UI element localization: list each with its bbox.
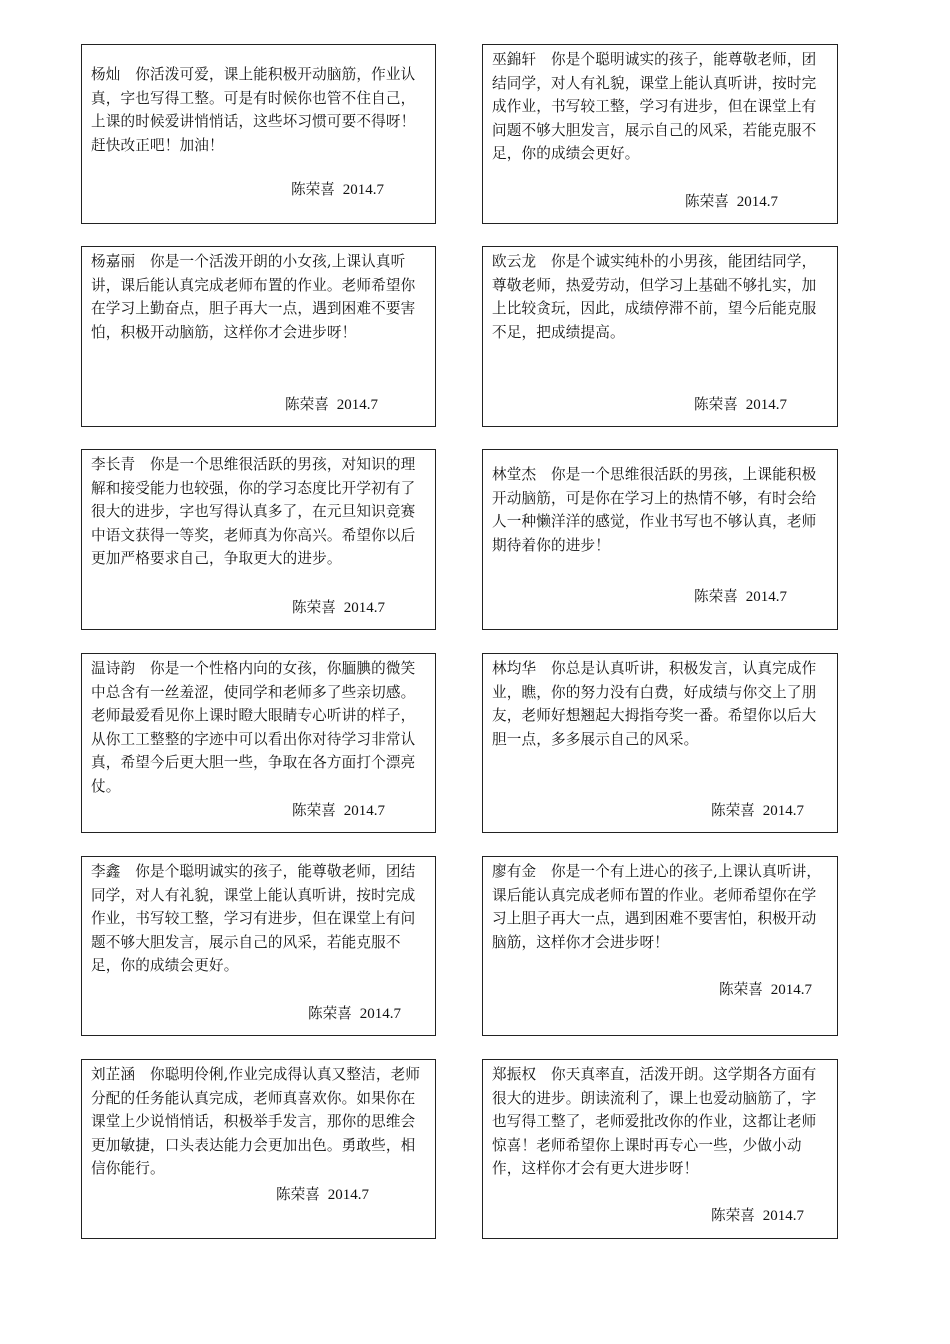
teacher-signature <box>719 981 812 999</box>
comment-date: 2014.7 <box>336 397 379 413</box>
comment-date: 2014.7 <box>770 982 813 998</box>
teacher-signature <box>292 802 385 820</box>
teacher-name: 陈荣喜 <box>694 396 738 413</box>
comment-text: 李长青 你是一个思维很活跃的男孩，对知识的理解和接受能力也较强，你的学习态度比开学初有了很大的进步，字也写得认真多了，在元旦知识竞赛中语文获得一等奖，老师真为你高兴。希望你以后更加严格要求自己，争取更大的进步。 <box>91 456 416 568</box>
teacher-name: 陈荣喜 <box>285 396 329 413</box>
comment-text: 林堂杰 你是一个思维很活跃的男孩，上课能积极开动脑筋，可是你在学习上的热情不够，有时会给人一种懒洋洋的感觉，作业书写也不够认真，老师期待着你的进步！ <box>492 466 817 554</box>
comment-text: 欧云龙 你是个诚实纯朴的小男孩，能团结同学，尊敬老师，热爱劳动，但学习上基础不够扎实，加上比较贪玩，因此，成绩停滞不前，望今后能克服不足，把成绩提高。 <box>492 253 817 341</box>
teacher-signature <box>285 396 378 414</box>
teacher-signature <box>711 802 804 820</box>
teacher-name: 陈荣喜 <box>308 1005 352 1022</box>
teacher-name: 陈荣喜 <box>685 193 729 210</box>
teacher-name: 陈荣喜 <box>711 1207 755 1224</box>
teacher-name: 陈荣喜 <box>292 599 336 616</box>
comment-card <box>482 653 838 833</box>
comment-card <box>81 44 436 224</box>
comment-date: 2014.7 <box>359 1006 402 1022</box>
teacher-signature <box>292 599 385 617</box>
comment-card <box>482 44 838 224</box>
comment-text: 杨嘉丽 你是一个活泼开朗的小女孩,上课认真听讲，课后能认真完成老师布置的作业。老师希望你在学习上勤奋点，胆子再大一点，遇到困难不要害怕，积极开动脑筋，这样你才会进步呀！ <box>91 253 416 341</box>
comment-card <box>81 1059 436 1239</box>
comment-date: 2014.7 <box>327 1187 370 1203</box>
teacher-name: 陈荣喜 <box>711 802 755 819</box>
comment-card <box>482 1059 838 1239</box>
comment-text: 温诗韵 你是一个性格内向的女孩，你腼腆的微笑中总含有一丝羞涩，使同学和老师多了些亲切感。老师最爱看见你上课时瞪大眼睛专心听讲的样子，从你工工整整的字迹中可以看出你对待学习非常认真，希望今后更大胆一些，争取在各方面打个漂亮仗。 <box>91 660 416 795</box>
comment-text: 廖有金 你是一个有上进心的孩子,上课认真听讲，课后能认真完成老师布置的作业。老师希望你在学习上胆子再大一点，遇到困难不要害怕，积极开动脑筋，这样你才会进步呀！ <box>492 863 822 951</box>
teacher-signature <box>308 1005 401 1023</box>
comment-date: 2014.7 <box>343 600 386 616</box>
teacher-name: 陈荣喜 <box>291 181 335 198</box>
comment-text: 林均华 你总是认真听讲，积极发言，认真完成作业，瞧，你的努力没有白费，好成绩与你交上了朋友，老师好想翘起大拇指夸奖一番。希望你以后大胆一点，多多展示自己的风采。 <box>492 660 817 748</box>
teacher-name: 陈荣喜 <box>276 1186 320 1203</box>
teacher-name: 陈荣喜 <box>719 981 763 998</box>
comment-date: 2014.7 <box>745 589 788 605</box>
comment-date: 2014.7 <box>736 194 779 210</box>
teacher-name: 陈荣喜 <box>292 802 336 819</box>
comment-card <box>81 856 436 1036</box>
teacher-signature <box>276 1186 369 1204</box>
comment-date: 2014.7 <box>762 803 805 819</box>
comment-card <box>81 246 436 427</box>
teacher-signature <box>291 181 384 199</box>
teacher-signature <box>711 1207 804 1225</box>
comment-text: 李鑫 你是个聪明诚实的孩子，能尊敬老师，团结同学，对人有礼貌，课堂上能认真听讲，按时完成作业，书写较工整，学习有进步，但在课堂上有问题不够大胆发言，展示自己的风采，若能克服不足，你的成绩会更好。 <box>91 863 416 975</box>
comment-date: 2014.7 <box>762 1208 805 1224</box>
comment-card <box>482 246 838 427</box>
comment-card <box>482 449 838 630</box>
teacher-signature <box>685 193 778 211</box>
teacher-signature <box>694 396 787 414</box>
comment-card <box>482 856 838 1036</box>
comment-card <box>81 449 436 630</box>
comment-text: 杨灿 你活泼可爱，课上能积极开动脑筋，作业认真，字也写得工整。可是有时候你也管不住自己，上课的时候爱讲悄悄话，这些坏习惯可要不得呀！赶快改正吧！加油！ <box>91 66 416 154</box>
comment-text: 郑振权 你天真率直，活泼开朗。这学期各方面有很大的进步。朗读流利了，课上也爱动脑筋了，字也写得工整了，老师爱批改你的作业，这都让老师惊喜！老师希望你上课时再专心一些，少做小动作，这样你才会有更大进步呀！ <box>492 1066 817 1178</box>
teacher-signature <box>694 588 787 606</box>
comment-text: 刘芷涵 你聪明伶俐,作业完成得认真又整洁，老师分配的任务能认真完成，老师真喜欢你。如果你在课堂上少说悄悄话，积极举手发言，那你的思维会更加敏捷，口头表达能力会更加出色。勇敢些，相信你能行。 <box>91 1066 421 1178</box>
comment-text: 巫錦轩 你是个聪明诚实的孩子，能尊敬老师，团结同学，对人有礼貌，课堂上能认真听讲，按时完成作业，书写较工整，学习有进步，但在课堂上有问题不够大胆发言，展示自己的风采，若能克服不足，你的成绩会更好。 <box>492 51 817 163</box>
comment-date: 2014.7 <box>745 397 788 413</box>
comment-date: 2014.7 <box>342 182 385 198</box>
comment-date: 2014.7 <box>343 803 386 819</box>
teacher-name: 陈荣喜 <box>694 588 738 605</box>
comment-card <box>81 653 436 833</box>
